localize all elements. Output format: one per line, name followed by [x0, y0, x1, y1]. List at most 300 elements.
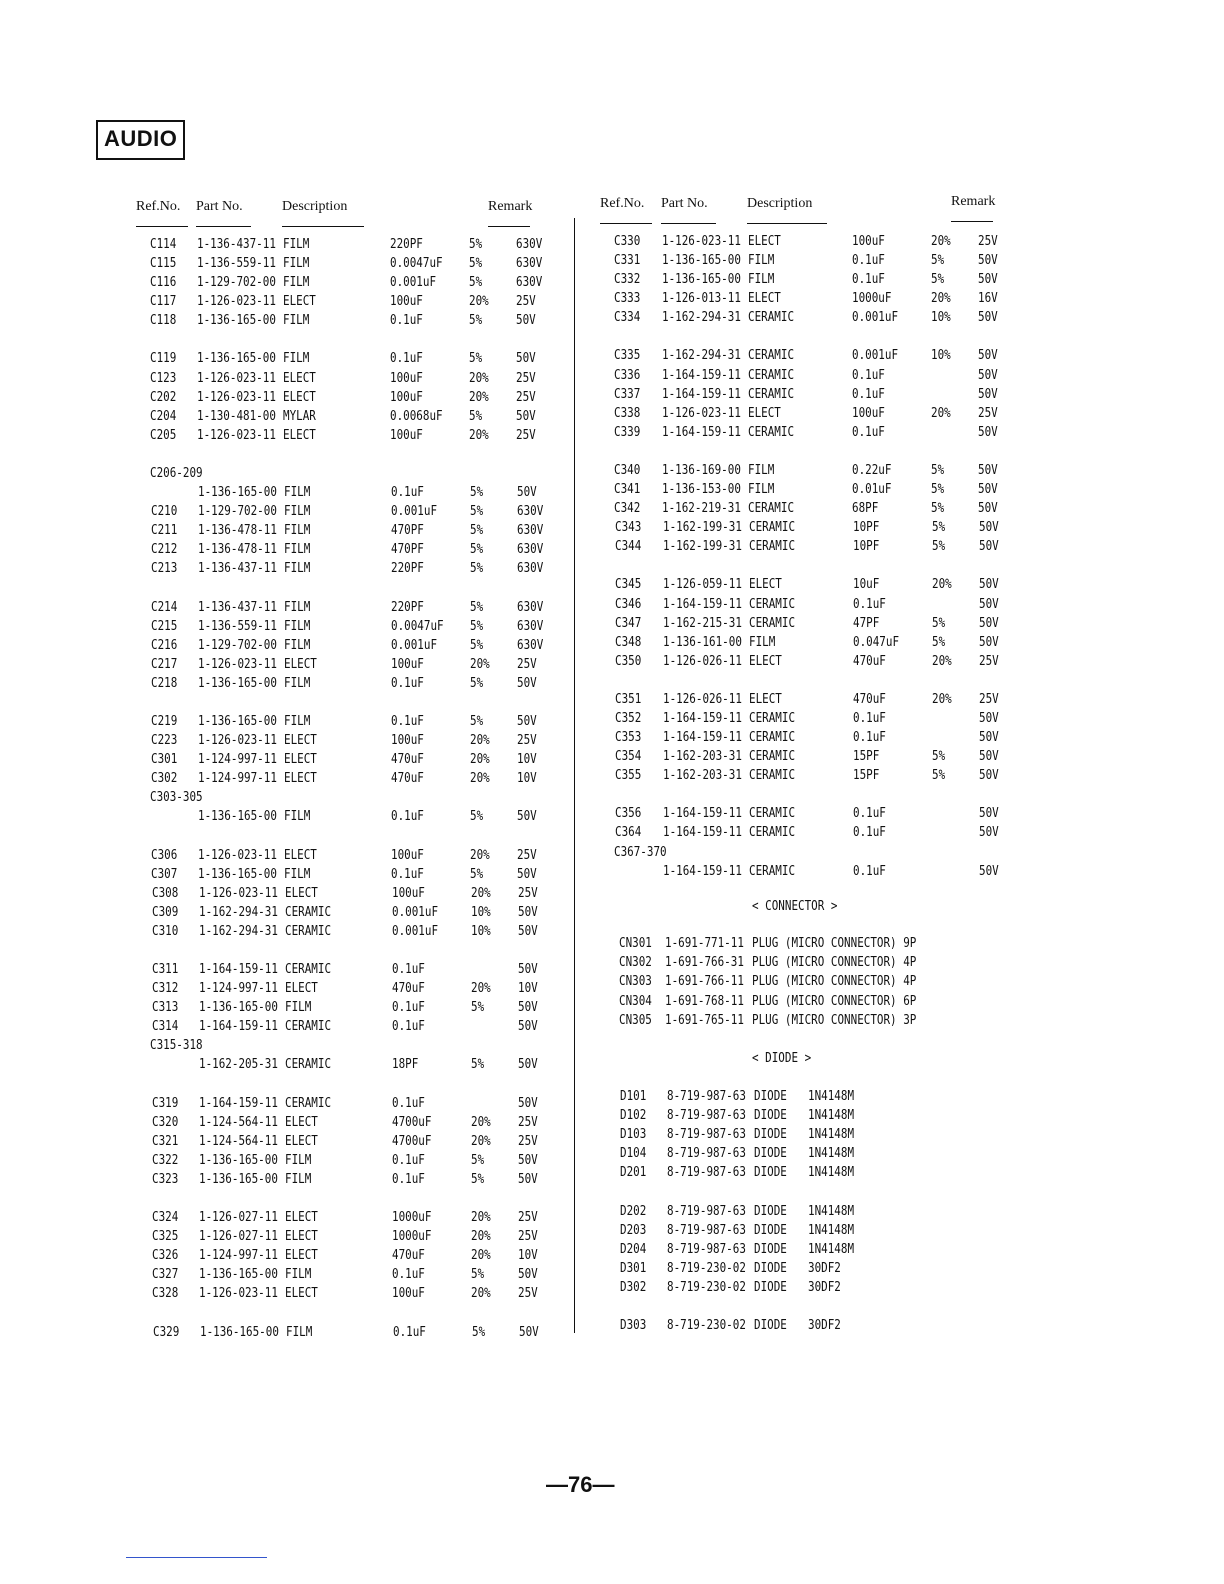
- cell-volt: 50V: [518, 904, 538, 920]
- cell-value: 220PF: [390, 237, 423, 252]
- cell-part: 1-162-199-31: [663, 539, 742, 555]
- cell-volt: 50V: [979, 615, 999, 631]
- cell-volt: 50V: [517, 809, 537, 825]
- cell-value: 220PF: [391, 561, 424, 577]
- cell-part: 1-126-027-11: [199, 1210, 278, 1226]
- cell-tol: 5%: [470, 523, 484, 539]
- cell-volt: 50V: [979, 596, 999, 612]
- cell-ref: C123: [150, 370, 177, 386]
- cell-tol: 20%: [471, 1114, 491, 1130]
- cell-value: 470uF: [391, 771, 424, 787]
- cell-part: 1-162-219-31: [662, 501, 741, 517]
- cell-value: 0.1uF: [393, 1324, 426, 1340]
- cell-value: 0.001uF: [392, 904, 439, 920]
- cell-tol: 5%: [470, 809, 484, 825]
- cell-part: 1-126-059-11: [663, 577, 742, 593]
- cell-volt: 50V: [979, 749, 999, 765]
- cell-volt: 25V: [518, 1229, 538, 1245]
- cell-desc: FILM: [284, 485, 311, 501]
- cell-tol: 10%: [471, 923, 491, 939]
- cell-value: 100uF: [392, 1286, 425, 1302]
- cell-ref: C202: [150, 389, 177, 405]
- cell-volt: 50V: [978, 367, 998, 383]
- header-part-no: Part No.: [196, 199, 243, 214]
- cell-desc: ELECT: [283, 427, 316, 443]
- cell-volt: 50V: [978, 386, 998, 402]
- connector-part: 1-691-768-11: [665, 993, 744, 1009]
- cell-ref: C332: [614, 272, 641, 288]
- cell-desc: ELECT: [284, 656, 317, 672]
- cell-part: 1-164-159-11: [662, 386, 741, 402]
- cell-volt: 630V: [516, 237, 543, 252]
- cell-part: 1-162-215-31: [663, 615, 742, 631]
- cell-tol: 5%: [472, 1324, 486, 1340]
- cell-tol: 20%: [471, 885, 491, 901]
- cell-ref: C223: [151, 733, 178, 749]
- diode-value: 1N4148M: [808, 1089, 855, 1104]
- cell-desc: ELECT: [284, 771, 317, 787]
- cell-desc: ELECT: [285, 1229, 318, 1245]
- cell-part: 1-126-013-11: [662, 291, 741, 307]
- cell-desc: CERAMIC: [749, 596, 796, 612]
- cell-volt: 25V: [518, 1210, 538, 1226]
- cell-desc: FILM: [283, 351, 310, 367]
- cell-desc: CERAMIC: [748, 348, 795, 364]
- cell-ref: C330: [614, 234, 641, 249]
- connector-part: 1-691-766-11: [665, 974, 744, 990]
- cell-desc: CERAMIC: [749, 806, 796, 822]
- cell-ref: C339: [614, 424, 641, 440]
- cell-tol: 5%: [471, 1057, 485, 1073]
- cell-tol: 5%: [932, 520, 946, 536]
- cell-volt: 50V: [978, 253, 998, 269]
- cell-ref: C328: [152, 1286, 179, 1302]
- diode-desc: DIODE: [754, 1222, 787, 1238]
- cell-value: 470PF: [391, 523, 424, 539]
- diode-part: 8-719-987-63: [667, 1146, 746, 1162]
- cell-tol: 5%: [470, 561, 484, 577]
- cell-ref: C210: [151, 504, 178, 520]
- cell-desc: FILM: [749, 634, 776, 650]
- diode-part: 8-719-987-63: [667, 1241, 746, 1257]
- cell-volt: 50V: [517, 866, 537, 882]
- cell-desc: CERAMIC: [749, 825, 796, 841]
- cell-value: 0.1uF: [853, 863, 886, 879]
- cell-value: 0.1uF: [853, 806, 886, 822]
- diode-desc: DIODE: [754, 1108, 787, 1124]
- cell-ref: C311: [152, 962, 179, 978]
- cell-value: 100uF: [852, 234, 885, 249]
- cell-ref: C321: [152, 1133, 179, 1149]
- cell-ref: C319: [152, 1095, 179, 1111]
- diode-part: 8-719-230-02: [667, 1318, 746, 1334]
- cell-value: 100uF: [390, 389, 423, 405]
- diode-ref: D104: [620, 1146, 647, 1162]
- cell-volt: 50V: [979, 825, 999, 841]
- cell-desc: MYLAR: [283, 408, 316, 424]
- cell-volt: 25V: [516, 389, 536, 405]
- cell-part: 1-136-169-00: [662, 462, 741, 478]
- cell-part: 1-136-165-00: [662, 253, 741, 269]
- cell-desc: FILM: [283, 275, 310, 291]
- diode-desc: DIODE: [754, 1318, 787, 1334]
- cell-value: 4700uF: [392, 1114, 432, 1130]
- cell-value: 470uF: [853, 691, 886, 707]
- diode-value: 1N4148M: [808, 1165, 855, 1181]
- cell-tol: 20%: [932, 653, 952, 669]
- header-underline: [951, 221, 993, 222]
- cell-part: 1-164-159-11: [663, 596, 742, 612]
- cell-desc: CERAMIC: [748, 386, 795, 402]
- cell-part: 1-164-159-11: [662, 424, 741, 440]
- cell-value: 4700uF: [392, 1133, 432, 1149]
- cell-volt: 50V: [517, 714, 537, 729]
- cell-value: 100uF: [391, 847, 424, 863]
- cell-value: 0.1uF: [391, 675, 424, 691]
- cell-part: 1-164-159-11: [663, 863, 742, 879]
- cell-volt: 50V: [979, 539, 999, 555]
- cell-desc: FILM: [285, 1000, 312, 1016]
- cell-volt: 50V: [978, 462, 998, 478]
- cell-ref: C312: [152, 981, 179, 997]
- cell-part: 1-129-702-00: [198, 504, 277, 520]
- cell-desc: FILM: [285, 1152, 312, 1168]
- connector-ref: CN301: [619, 936, 652, 951]
- diode-desc: DIODE: [754, 1241, 787, 1257]
- cell-value: 1000uF: [392, 1210, 432, 1226]
- cell-tol: 20%: [470, 771, 490, 787]
- cell-volt: 50V: [978, 272, 998, 288]
- diode-value: 30DF2: [808, 1260, 841, 1276]
- cell-part: 1-136-165-00: [197, 313, 276, 329]
- connector-part: 1-691-766-31: [665, 955, 744, 971]
- cell-desc: CERAMIC: [285, 904, 332, 920]
- cell-ref: C313: [152, 1000, 179, 1016]
- cell-volt: 50V: [518, 1057, 538, 1073]
- cell-part: 1-136-153-00: [662, 482, 741, 498]
- cell-value: 0.1uF: [390, 351, 423, 367]
- cell-volt: 50V: [518, 1000, 538, 1016]
- page-number: —76—: [546, 1472, 615, 1497]
- cell-volt: 10V: [517, 771, 537, 787]
- cell-volt: 25V: [518, 885, 538, 901]
- cell-ref: C219: [151, 714, 178, 729]
- diode-ref: D201: [620, 1165, 647, 1181]
- cell-desc: FILM: [286, 1324, 313, 1340]
- cell-value: 220PF: [391, 599, 424, 615]
- cell-part: 1-164-159-11: [662, 367, 741, 383]
- cell-value: 100uF: [390, 370, 423, 386]
- diode-value: 1N4148M: [808, 1203, 855, 1219]
- diode-ref: D301: [620, 1260, 647, 1276]
- connector-desc: PLUG (MICRO CONNECTOR) 3P: [752, 1012, 917, 1028]
- cell-value: 18PF: [392, 1057, 419, 1073]
- cell-volt: 50V: [978, 348, 998, 364]
- diode-value: 1N4148M: [808, 1127, 855, 1143]
- cell-volt: 16V: [978, 291, 998, 307]
- cell-volt: 50V: [978, 424, 998, 440]
- cell-ref: C326: [152, 1248, 179, 1264]
- cell-volt: 50V: [518, 1171, 538, 1187]
- cell-desc: FILM: [284, 561, 311, 577]
- cell-tol: 5%: [470, 637, 484, 653]
- connector-desc: PLUG (MICRO CONNECTOR) 4P: [752, 955, 917, 971]
- cell-part: 1-136-165-00: [199, 1171, 278, 1187]
- cell-tol: 5%: [470, 599, 484, 615]
- diode-desc: DIODE: [754, 1203, 787, 1219]
- cell-tol: 5%: [469, 275, 483, 291]
- cell-ref: C364: [615, 825, 642, 841]
- cell-ref: C345: [615, 577, 642, 593]
- cell-desc: ELECT: [285, 981, 318, 997]
- diode-value: 30DF2: [808, 1280, 841, 1295]
- cell-part: 1-164-159-11: [663, 825, 742, 841]
- cell-desc: ELECT: [285, 1114, 318, 1130]
- diode-ref: D302: [620, 1280, 647, 1295]
- cell-volt: 50V: [979, 634, 999, 650]
- diode-value: 1N4148M: [808, 1146, 855, 1162]
- cell-desc: CERAMIC: [748, 424, 795, 440]
- cell-desc: CERAMIC: [748, 501, 795, 517]
- cell-part: 1-162-203-31: [663, 768, 742, 784]
- connector-part: 1-691-765-11: [665, 1012, 744, 1028]
- cell-desc: CERAMIC: [285, 923, 332, 939]
- cell-part: 1-126-023-11: [662, 234, 741, 249]
- cell-volt: 50V: [519, 1324, 539, 1340]
- cell-tol: 20%: [469, 370, 489, 386]
- cell-desc: ELECT: [285, 1248, 318, 1264]
- cell-tol: 20%: [471, 1248, 491, 1264]
- header-ref-no: Ref.No.: [136, 199, 181, 214]
- cell-tol: 20%: [931, 291, 951, 307]
- cell-desc: CERAMIC: [749, 711, 796, 726]
- cell-ref: C115: [150, 256, 177, 272]
- diode-ref: D303: [620, 1318, 647, 1334]
- cell-desc: ELECT: [283, 370, 316, 386]
- cell-desc: FILM: [285, 1267, 312, 1283]
- cell-value: 0.1uF: [392, 1267, 425, 1283]
- cell-part: 1-126-023-11: [198, 847, 277, 863]
- cell-desc: FILM: [284, 637, 311, 653]
- cell-value: 0.1uF: [391, 866, 424, 882]
- cell-tol: 20%: [470, 733, 490, 749]
- cell-value: 68PF: [852, 501, 879, 517]
- cell-tol: 20%: [932, 691, 952, 707]
- cell-part: 1-126-023-11: [197, 389, 276, 405]
- cell-tol: 5%: [470, 504, 484, 520]
- cell-ref: C354: [615, 749, 642, 765]
- header-underline: [196, 226, 251, 227]
- cell-desc: ELECT: [284, 752, 317, 768]
- cell-volt: 25V: [516, 427, 536, 443]
- cell-value: 0.001uF: [391, 504, 438, 520]
- cell-volt: 630V: [517, 504, 544, 520]
- cell-value: 15PF: [853, 768, 880, 784]
- cell-part: 1-136-559-11: [197, 256, 276, 272]
- cell-part: 1-164-159-11: [663, 806, 742, 822]
- cell-ref: C352: [615, 711, 642, 726]
- cell-desc: FILM: [748, 253, 775, 269]
- cell-tol: 20%: [932, 577, 952, 593]
- cell-desc: CERAMIC: [749, 615, 796, 631]
- cell-desc: CERAMIC: [285, 1095, 332, 1111]
- cell-desc: ELECT: [283, 294, 316, 310]
- cell-part: 1-124-997-11: [199, 1248, 278, 1264]
- cell-volt: 50V: [978, 310, 998, 326]
- cell-part: 1-162-203-31: [663, 749, 742, 765]
- cell-ref: C347: [615, 615, 642, 631]
- cell-volt: 50V: [979, 577, 999, 593]
- cell-ref: C212: [151, 542, 178, 558]
- cell-desc: FILM: [748, 462, 775, 478]
- diode-value: 1N4148M: [808, 1222, 855, 1238]
- cell-part: 1-136-165-00: [200, 1324, 279, 1340]
- cell-volt: 50V: [518, 1267, 538, 1283]
- cell-desc: CERAMIC: [285, 1057, 332, 1073]
- diode-ref: D101: [620, 1089, 647, 1104]
- diode-desc: DIODE: [754, 1280, 787, 1295]
- cell-volt: 630V: [517, 542, 544, 558]
- cell-volt: 630V: [516, 256, 543, 272]
- cell-volt: 630V: [516, 275, 543, 291]
- connector-ref: CN302: [619, 955, 652, 971]
- cell-part: 1-124-997-11: [198, 752, 277, 768]
- cell-desc: ELECT: [285, 1286, 318, 1302]
- cell-part: 1-136-478-11: [198, 523, 277, 539]
- cell-value: 1000uF: [392, 1229, 432, 1245]
- diode-part: 8-719-987-63: [667, 1165, 746, 1181]
- diode-part: 8-719-230-02: [667, 1280, 746, 1295]
- cell-tol: 5%: [932, 634, 946, 650]
- cell-part: 1-136-165-00: [198, 809, 277, 825]
- cell-part: 1-126-027-11: [199, 1229, 278, 1245]
- diode-desc: DIODE: [754, 1260, 787, 1276]
- cell-value: 0.1uF: [852, 367, 885, 383]
- cell-tol: 20%: [469, 427, 489, 443]
- cell-value: 0.001uF: [852, 348, 899, 364]
- cell-part: 1-164-159-11: [199, 1019, 278, 1035]
- cell-tol: 5%: [931, 482, 945, 498]
- connector-desc: PLUG (MICRO CONNECTOR) 6P: [752, 993, 917, 1009]
- cell-volt: 50V: [979, 768, 999, 784]
- cell-value: 0.1uF: [392, 1000, 425, 1016]
- cell-ref: C114: [150, 237, 177, 252]
- cell-ref: C338: [614, 405, 641, 421]
- cell-volt: 25V: [978, 234, 998, 249]
- cell-part: 1-136-165-00: [197, 351, 276, 367]
- cell-part: 1-162-205-31: [199, 1057, 278, 1073]
- header-remark: Remark: [951, 194, 996, 209]
- cell-value: 0.1uF: [852, 253, 885, 269]
- cell-part: 1-136-161-00: [663, 634, 742, 650]
- cell-tol: 5%: [469, 256, 483, 272]
- cell-ref: C331: [614, 253, 641, 269]
- cell-ref: C204: [150, 408, 177, 424]
- cell-value: 0.1uF: [853, 825, 886, 841]
- cell-value: 470uF: [392, 1248, 425, 1264]
- cell-ref: C119: [150, 351, 177, 367]
- cell-part: 1-162-199-31: [663, 520, 742, 536]
- cell-part: 1-126-023-11: [662, 405, 741, 421]
- cell-ref: C320: [152, 1114, 179, 1130]
- cell-value: 100uF: [852, 405, 885, 421]
- cell-ref: C315-318: [150, 1038, 203, 1054]
- cell-ref: C301: [151, 752, 178, 768]
- cell-part: 1-126-023-11: [199, 885, 278, 901]
- connector-desc: PLUG (MICRO CONNECTOR) 9P: [752, 936, 917, 951]
- cell-volt: 10V: [518, 981, 538, 997]
- cell-desc: ELECT: [748, 291, 781, 307]
- cell-value: 100uF: [390, 427, 423, 443]
- cell-volt: 25V: [518, 1114, 538, 1130]
- cell-part: 1-136-165-00: [199, 1152, 278, 1168]
- cell-ref: C314: [152, 1019, 179, 1035]
- cell-volt: 50V: [978, 501, 998, 517]
- cell-desc: FILM: [284, 714, 311, 729]
- diode-value: 1N4148M: [808, 1241, 855, 1257]
- cell-ref: C308: [152, 885, 179, 901]
- cell-value: 0.1uF: [852, 424, 885, 440]
- cell-value: 470uF: [392, 981, 425, 997]
- cell-desc: CERAMIC: [749, 749, 796, 765]
- cell-volt: 630V: [517, 523, 544, 539]
- cell-ref: C309: [152, 904, 179, 920]
- cell-tol: 10%: [471, 904, 491, 920]
- cell-ref: C302: [151, 771, 178, 787]
- cell-volt: 50V: [979, 520, 999, 536]
- cell-ref: C344: [615, 539, 642, 555]
- cell-tol: 5%: [470, 618, 484, 634]
- cell-part: 1-164-159-11: [663, 711, 742, 726]
- cell-value: 0.1uF: [392, 1152, 425, 1168]
- cell-desc: ELECT: [284, 847, 317, 863]
- cell-volt: 50V: [979, 863, 999, 879]
- cell-volt: 50V: [518, 1152, 538, 1168]
- diode-value: 30DF2: [808, 1318, 841, 1334]
- header-description: Description: [747, 196, 813, 211]
- cell-part: 1-126-023-11: [197, 294, 276, 310]
- diode-value: 1N4148M: [808, 1108, 855, 1124]
- cell-tol: 5%: [469, 237, 483, 252]
- header-underline: [136, 226, 188, 227]
- connector-desc: PLUG (MICRO CONNECTOR) 4P: [752, 974, 917, 990]
- cell-value: 0.001uF: [390, 275, 437, 291]
- header-underline: [488, 226, 530, 227]
- cell-value: 0.1uF: [852, 272, 885, 288]
- cell-value: 0.1uF: [391, 485, 424, 501]
- cell-desc: CERAMIC: [285, 1019, 332, 1035]
- diode-desc: DIODE: [754, 1165, 787, 1181]
- cell-desc: ELECT: [285, 1210, 318, 1226]
- cell-tol: 5%: [932, 749, 946, 765]
- cell-value: 0.1uF: [852, 386, 885, 402]
- cell-part: 1-126-023-11: [198, 733, 277, 749]
- cell-volt: 630V: [517, 599, 544, 615]
- cell-tol: 5%: [471, 1152, 485, 1168]
- cell-tol: 10%: [931, 348, 951, 364]
- cell-ref: C325: [152, 1229, 179, 1245]
- cell-ref: C351: [615, 691, 642, 707]
- cell-ref: C218: [151, 675, 178, 691]
- header-underline: [282, 226, 364, 227]
- cell-ref: C217: [151, 656, 178, 672]
- header-part-no: Part No.: [661, 196, 708, 211]
- cell-ref: C216: [151, 637, 178, 653]
- cell-desc: FILM: [283, 237, 310, 252]
- cell-desc: FILM: [748, 272, 775, 288]
- cell-tol: 10%: [931, 310, 951, 326]
- cell-value: 0.001uF: [391, 637, 438, 653]
